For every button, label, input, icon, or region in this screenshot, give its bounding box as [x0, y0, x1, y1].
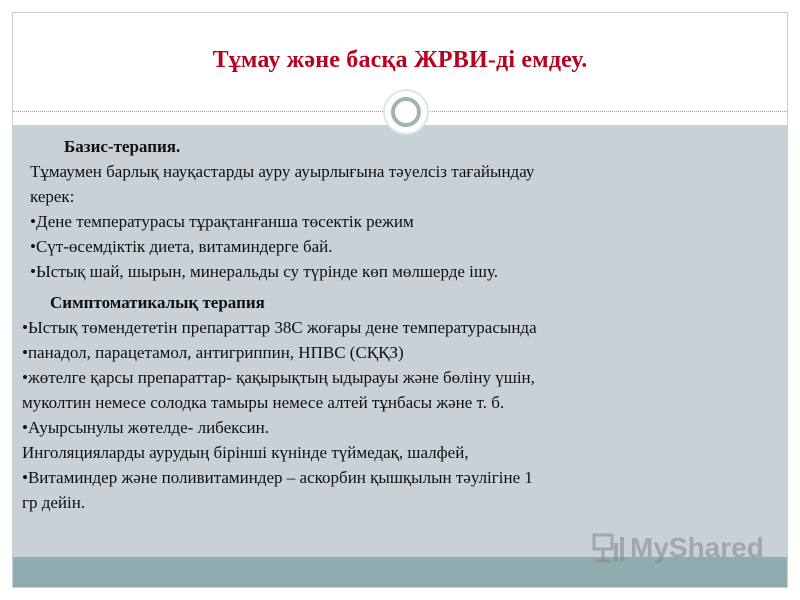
slide-title: Тұмау және басқа ЖРВИ-ді емдеу. — [212, 47, 588, 73]
symptomatic-heading: Симптоматикалық терапия — [50, 293, 265, 312]
basis-line: •Дене температурасы тұрақтанғанша төсектік режим — [30, 212, 414, 231]
symptomatic-line: •Ыстық төмендететін препараттар 38С жоғары дене температурасында — [22, 318, 537, 337]
watermark — [592, 531, 764, 565]
ring-icon — [391, 97, 421, 127]
basis-heading: Базис-терапия. — [64, 137, 181, 156]
watermark-text: MyShared — [630, 532, 764, 563]
basis-line: Тұмаумен барлық науқастарды ауру ауырлығына тәуелсіз тағайындау — [30, 162, 535, 181]
basis-therapy-block — [30, 134, 534, 284]
symptomatic-line: •панадол, парацетамол, антигриппин, НПВС (СҚҚЗ) — [22, 343, 404, 362]
presentation-board-icon — [592, 531, 626, 565]
symptomatic-line: Инголяцияларды аурудың бірінші күнінде түймедақ, шалфей, — [22, 443, 469, 462]
basis-line: керек: — [30, 187, 75, 206]
basis-line: •Сүт-өсемдіктік диета, витаминдерге бай. — [30, 237, 333, 256]
symptomatic-line: •Витаминдер және поливитаминдер – аскорбин қышқылын тәулігіне 1 — [22, 468, 533, 487]
symptomatic-line: •жөтелге қарсы препараттар- қақырықтың ыдырауы және бөліну үшін, — [22, 368, 535, 387]
symptomatic-therapy-block — [22, 290, 537, 515]
basis-line: •Ыстық шай, шырын, минеральды су түрінде көп мөлшерде ішу. — [30, 262, 499, 281]
symptomatic-line: гр дейін. — [22, 493, 86, 512]
symptomatic-line: муколтин немесе солодка тамыры немесе алтей тұнбасы және т. б. — [22, 393, 505, 412]
symptomatic-line: •Ауырсынулы жөтелде- либексин. — [22, 418, 269, 437]
circle-ornament-icon — [383, 89, 429, 135]
